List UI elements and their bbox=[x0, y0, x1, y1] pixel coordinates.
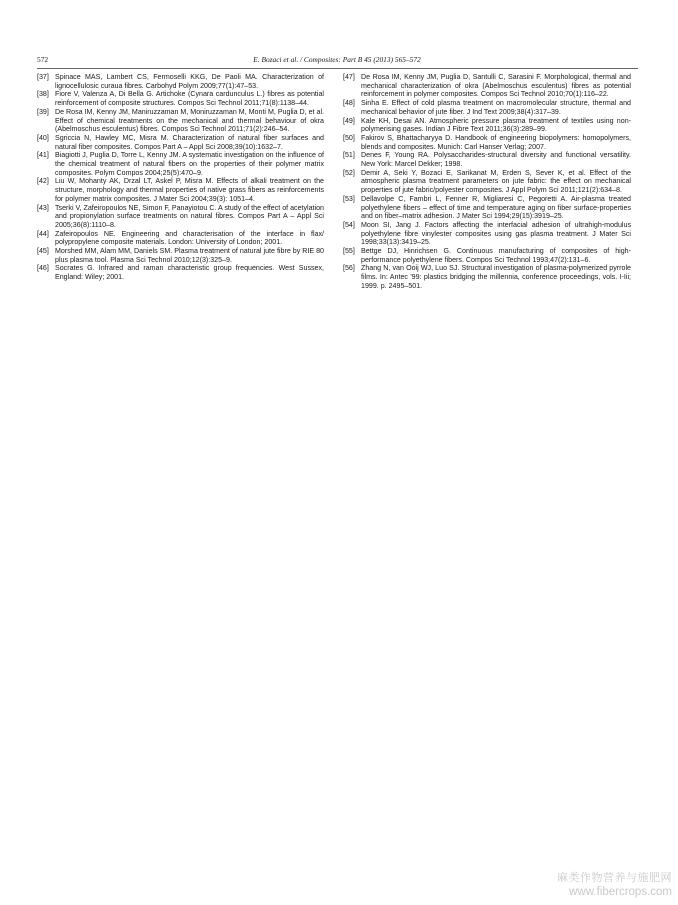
reference-number: [51] bbox=[343, 151, 355, 160]
reference-number: [54] bbox=[343, 220, 355, 229]
reference-text: Kale KH, Desai AN. Atmospheric pressure plasma treatment of textiles using non-polymerising gases. Indian J Fibre Text 2011;36(3):289–99. bbox=[361, 116, 631, 134]
reference-text: Fakirov S, Bhattacharyya D. Handbook of engineering biopolymers: homopolymers, blends and composites. Munich: Carl Hanser Verlag; 2007. bbox=[361, 133, 631, 151]
reference-number: [42] bbox=[37, 177, 49, 186]
reference-text: Zhang N, van Ooij WJ, Luo SJ. Structural investigation of plasma-polymerized pyrrole films. In: Antec '99: plastics bridging the millennia, conference proceedings, vols. I-Iii; 1999. p. 2495–501. bbox=[361, 264, 631, 290]
reference-number: [55] bbox=[343, 247, 355, 256]
header-rule bbox=[37, 68, 638, 69]
reference-entry bbox=[37, 247, 324, 264]
reference-number: [41] bbox=[37, 151, 49, 160]
reference-entry bbox=[343, 117, 631, 134]
reference-number: [48] bbox=[343, 99, 355, 108]
reference-entry bbox=[37, 177, 324, 203]
running-title: E. Bozaci et al. / Composites: Part B 45 (2013) 565–572 bbox=[253, 55, 421, 64]
reference-text: Fiore V, Valenza A, Di Bella G. Artichoke (Cynara cardunculus L.) fibres as potential reinforcement of composite structures. Compos Sci Technol 2011;71(8):1138–44. bbox=[55, 90, 324, 108]
reference-text: Liu W, Mohanty AK, Drzal LT, Askel P, Misra M. Effects of alkali treatment on the structure, morphology and thermal properties of native grass fibers as reinforcements for polymer matrix composites. J Mater Sci 2004;39(3): 1051–4. bbox=[55, 177, 324, 203]
page-header bbox=[37, 55, 637, 67]
reference-text: Tserki V, Zafeiropoulos NE, Simon F, Panayiotou C. A study of the effect of acetylation and propionylation surface treatments on natural fibres. Compos Part A – Appl Sci 2005;36(8):1110–8. bbox=[55, 203, 324, 229]
reference-text: Zafeiropoulos NE. Engineering and characterisation of the interface in flax/ polypropylene composite materials. London: University of London; 2001. bbox=[55, 229, 324, 247]
reference-number: [39] bbox=[37, 107, 49, 116]
reference-number: [50] bbox=[343, 133, 355, 142]
reference-number: [47] bbox=[343, 73, 355, 81]
reference-entry bbox=[37, 204, 324, 230]
page-number: 572 bbox=[37, 55, 49, 64]
reference-entry bbox=[343, 169, 631, 195]
reference-text: Dellavolpe C, Fambri L, Fenner R, Migliaresi C, Pegoretti A. Air-plasma treated polyethylene fibers – effect of time and temperature aging on fiber surface-properties and on fiber–matrix adhesion. J Mater Sci 1994;29(15):3919–25. bbox=[361, 194, 631, 221]
reference-entry bbox=[343, 73, 631, 99]
reference-text: Socrates G. Infrared and raman characteristic group frequencies. West Sussex, England: Wiley; 2001. bbox=[55, 264, 324, 282]
reference-entry bbox=[343, 195, 631, 221]
reference-number: [38] bbox=[37, 90, 49, 99]
reference-text: Sinha E. Effect of cold plasma treatment on macromolecular structure, thermal and mechanical behavior of jute fiber. J Ind Text 2009;38(4):317–39. bbox=[361, 99, 631, 116]
reference-entry bbox=[343, 221, 631, 247]
reference-entry bbox=[37, 151, 324, 177]
reference-number: [44] bbox=[37, 229, 49, 238]
reference-number: [49] bbox=[343, 116, 355, 125]
reference-text: Bettge DJ, Hinrichsen G. Continuous manufacturing of composites of high-performance polyethylene fibers. Compos Sci Technol 1993;47(2):131–6. bbox=[361, 247, 631, 264]
reference-number: [37] bbox=[37, 73, 49, 81]
reference-text: Moon SI, Jang J. Factors affecting the interfacial adhesion of ultrahigh-modulus polyethylene fibre vinylester composites using gas plasma treatment. J Mater Sci 1998;33(13):3419–25. bbox=[361, 220, 631, 247]
reference-text: Demir A, Seki Y, Bozaci E, Sarikanat M, Erden S, Sever K, et al. Effect of the atmospheric plasma treatment parameters on jute fabric: the effect on mechanical properties of jute fabric/polyester composites. J Appl Polym Sci 2011;121(2):634–8. bbox=[361, 168, 631, 195]
reference-text: De Rosa IM, Kenny JM, Maniruzzaman M, Moniruzzaman M, Monti M, Puglia D, et al. Effect of chemical treatments on the mechanical and thermal behaviour of okra (Abelmoschus esculentus) fibres. Compos Sci Technol 2011;71(2):246–54. bbox=[55, 107, 324, 134]
reference-entry bbox=[343, 99, 631, 116]
reference-entry bbox=[37, 108, 324, 134]
reference-number: [52] bbox=[343, 168, 355, 177]
reference-text: Biagiotti J, Puglia D, Torre L, Kenny JM. A systematic investigation on the influence of the chemical treatment of natural fibers on the properties of their polymer matrix composites. Polym Compos 2004;25(5):470–9. bbox=[55, 151, 324, 177]
reference-entry bbox=[343, 247, 631, 264]
reference-entry bbox=[37, 230, 324, 247]
reference-number: [43] bbox=[37, 203, 49, 212]
reference-number: [56] bbox=[343, 264, 355, 273]
reference-number: [53] bbox=[343, 194, 355, 203]
reference-number: [40] bbox=[37, 133, 49, 142]
reference-entry bbox=[37, 73, 324, 90]
reference-entry bbox=[37, 90, 324, 107]
site-watermark bbox=[532, 871, 672, 899]
reference-entry bbox=[37, 264, 324, 281]
watermark-url: www.fibercrops.com bbox=[569, 886, 672, 898]
reference-text: De Rosa IM, Kenny JM, Puglia D, Santulli C, Sarasini F. Morphological, thermal and mechanical characterization of okra (Abelmoschus esculentus) fibres as potential reinforcement in polymer composites. Compos Sci Technol 2010;70(1):116–22. bbox=[361, 73, 631, 99]
reference-entry bbox=[343, 264, 631, 290]
reference-text: Spinace MAS, Lambert CS, Fermoselli KKG, De Paoli MA. Characterization of lignocellulosic curaua fibres. Carbohyd Polym 2009;77(1):47–53. bbox=[55, 73, 324, 90]
reference-number: [45] bbox=[37, 247, 49, 256]
reference-entry bbox=[343, 134, 631, 151]
watermark-text: 麻类作物营养与施肥网 bbox=[557, 871, 672, 884]
reference-number: [46] bbox=[37, 264, 49, 273]
reference-text: Sgriccia N, Hawley MC, Misra M. Characterization of natural fiber surfaces and natural fiber composites. Compos Part A – Appl Sci 2008;39(10):1632–7. bbox=[55, 133, 324, 151]
references-right-column bbox=[343, 73, 631, 291]
reference-entry bbox=[37, 134, 324, 151]
references-left-column bbox=[37, 73, 324, 282]
reference-text: Morshed MM, Alam MM, Daniels SM. Plasma treatment of natural jute fibre by RIE 80 plus plasma tool. Plasma Sci Technol 2010;12(3):325–9. bbox=[55, 247, 324, 264]
reference-entry bbox=[343, 151, 631, 168]
reference-text: Denes F, Young RA. Polysaccharides-structural diversity and functional versatility. New York: Marcel Dekker; 1998. bbox=[361, 151, 631, 169]
